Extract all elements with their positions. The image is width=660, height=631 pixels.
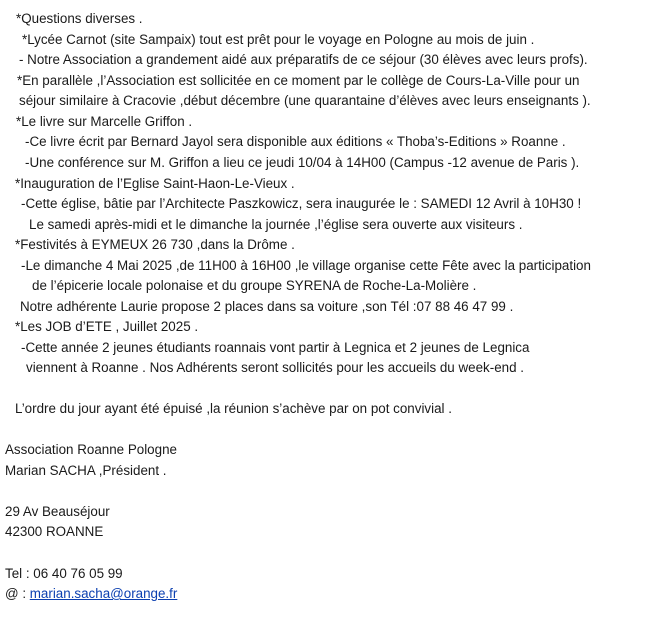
signature-organization: Association Roanne Pologne <box>5 442 177 457</box>
paragraph-line: -Le dimanche 4 Mai 2025 ,de 11H00 à 16H00 ,le village organise cette Fête avec la participation <box>21 258 591 273</box>
paragraph-line: -Cette année 2 jeunes étudiants roannais vont partir à Legnica et 2 jeunes de Legnica <box>21 340 530 355</box>
paragraph-line: Notre adhérente Laurie propose 2 places dans sa voiture ,son Tél :07 88 46 47 99 . <box>20 299 514 314</box>
paragraph-line: - Notre Association a grandement aidé aux préparatifs de ce séjour (30 élèves avec leurs profs). <box>19 52 588 67</box>
paragraph-line: viennent à Roanne . Nos Adhérents seront sollicités pour les accueils du week-end . <box>26 360 524 375</box>
paragraph-line: *Lycée Carnot (site Sampaix) tout est prêt pour le voyage en Pologne au mois de juin . <box>22 32 535 47</box>
paragraph-line: *En parallèle ,l’Association est sollicitée en ce moment par le collège de Cours-La-Ville pour un <box>17 73 580 88</box>
paragraph-line: séjour similaire à Cracovie ,début décembre (une quarantaine d’élèves avec leurs enseignants ). <box>19 93 591 108</box>
section-heading-livre: *Le livre sur Marcelle Griffon . <box>16 114 193 129</box>
paragraph-line: -Ce livre écrit par Bernard Jayol sera disponible aux éditions « Thoba’s-Editions » Roanne . <box>25 134 566 149</box>
paragraph-line: -Cette église, bâtie par l’Architecte Paszkowicz, sera inaugurée le : SAMEDI 12 Avril à 10H30 ! <box>21 196 582 211</box>
closing-line: L’ordre du jour ayant été épuisé ,la réunion s’achève par on pot convivial . <box>15 401 452 416</box>
contact-phone: Tel : 06 40 76 05 99 <box>5 566 123 581</box>
section-heading-questions: *Questions diverses . <box>16 11 143 26</box>
paragraph-line: de l’épicerie locale polonaise et du groupe SYRENA de Roche-La-Molière . <box>32 278 477 293</box>
contact-email-row <box>5 585 177 603</box>
address-street: 29 Av Beauséjour <box>5 504 110 519</box>
section-heading-job-ete: *Les JOB d’ETE , Juillet 2025 . <box>15 319 199 334</box>
address-city: 42300 ROANNE <box>5 524 104 539</box>
contact-email-prefix: @ : <box>5 586 30 601</box>
signature-name: Marian SACHA ,Président . <box>5 463 167 478</box>
paragraph-line: -Une conférence sur M. Griffon a lieu ce jeudi 10/04 à 14H00 (Campus -12 avenue de Paris ). <box>25 155 580 170</box>
section-heading-eglise: *Inauguration de l’Eglise Saint-Haon-Le-Vieux . <box>15 176 295 191</box>
paragraph-line: Le samedi après-midi et le dimanche la journée ,l’église sera ouverte aux visiteurs . <box>29 217 523 232</box>
email-link[interactable]: marian.sacha@orange.fr <box>29 586 178 601</box>
section-heading-festivites: *Festivités à EYMEUX 26 730 ,dans la Drôme . <box>15 237 295 252</box>
